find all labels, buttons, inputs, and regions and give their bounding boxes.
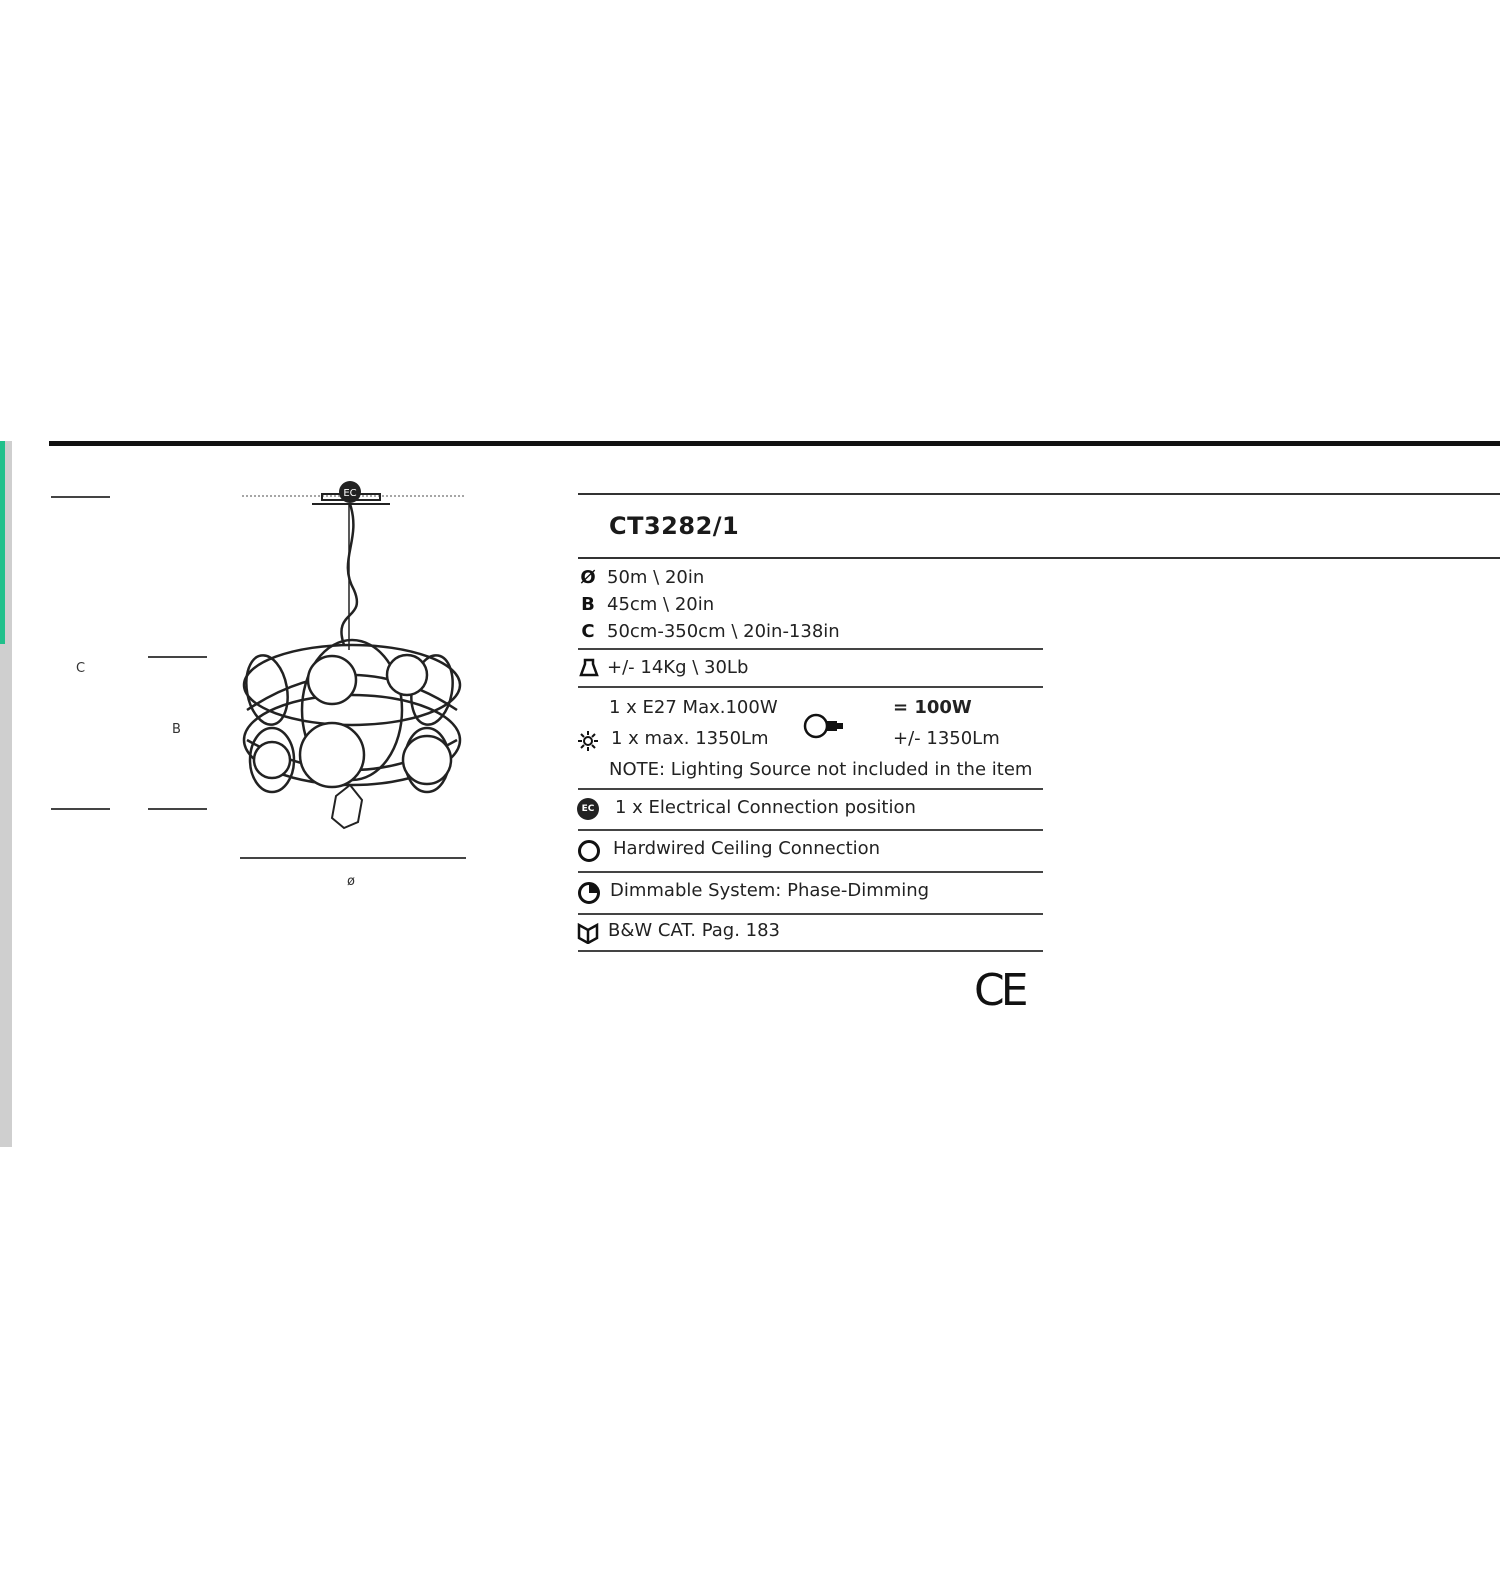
height-b-value: 45cm \ 20in — [607, 594, 715, 615]
equivalent-lumen: +/- 1350Lm — [893, 728, 1000, 749]
dim-diameter-line — [240, 857, 466, 859]
weight-value: +/- 14Kg \ 30Lb — [607, 657, 749, 678]
dim-b-top-line — [148, 656, 207, 658]
dim-b-label: B — [172, 722, 181, 737]
header-bottom-rule — [578, 557, 1500, 559]
dim-c-label: C — [76, 661, 86, 676]
ec-marker-label: EC — [343, 488, 357, 499]
diameter-icon: Ø — [580, 567, 596, 588]
chandelier-drawing — [232, 470, 472, 850]
bulb-icon — [803, 712, 849, 740]
catalog-icon — [577, 922, 599, 944]
rule-after-dimensions — [578, 648, 1043, 650]
dim-diameter-label: ø — [347, 874, 355, 889]
dim-c-top-line — [51, 496, 110, 498]
lighting-note: NOTE: Lighting Source not included in the item — [609, 759, 1033, 780]
ce-mark: CE — [974, 965, 1025, 1016]
left-accent-bar — [0, 441, 5, 644]
equivalent-power: = 100W — [893, 697, 972, 718]
sun-icon — [577, 730, 599, 752]
weight-icon — [578, 656, 600, 678]
diameter-value: 50m \ 20in — [607, 567, 705, 588]
header-top-rule — [578, 493, 1500, 495]
ceiling-connection-icon — [578, 840, 600, 862]
lumen-spec: 1 x max. 1350Lm — [611, 728, 769, 749]
bottom-crystal — [332, 785, 362, 828]
electrical-connection-icon: EC — [577, 798, 599, 820]
dim-b-bottom-line — [148, 808, 207, 810]
rule-after-weight — [578, 686, 1043, 688]
rule-after-catalog — [578, 950, 1043, 952]
catalog-text: B&W CAT. Pag. 183 — [608, 920, 780, 941]
height-c-value: 50cm-350cm \ 20in-138in — [607, 621, 840, 642]
rule-after-ceiling — [578, 871, 1043, 873]
rule-after-electrical — [578, 829, 1043, 831]
dimming-text: Dimmable System: Phase-Dimming — [610, 880, 930, 901]
rule-after-lighting — [578, 788, 1043, 790]
height-b-icon: B — [581, 594, 595, 615]
dimming-icon — [578, 882, 600, 904]
electrical-connection-text: 1 x Electrical Connection position — [615, 797, 916, 818]
product-code: CT3282/1 — [609, 512, 740, 540]
top-rule — [49, 441, 1500, 446]
ceiling-connection-text: Hardwired Ceiling Connection — [613, 838, 881, 859]
dim-c-bottom-line — [51, 808, 110, 810]
rule-after-dimming — [578, 913, 1043, 915]
height-c-icon: C — [581, 621, 595, 642]
bulb-spec: 1 x E27 Max.100W — [609, 697, 778, 718]
